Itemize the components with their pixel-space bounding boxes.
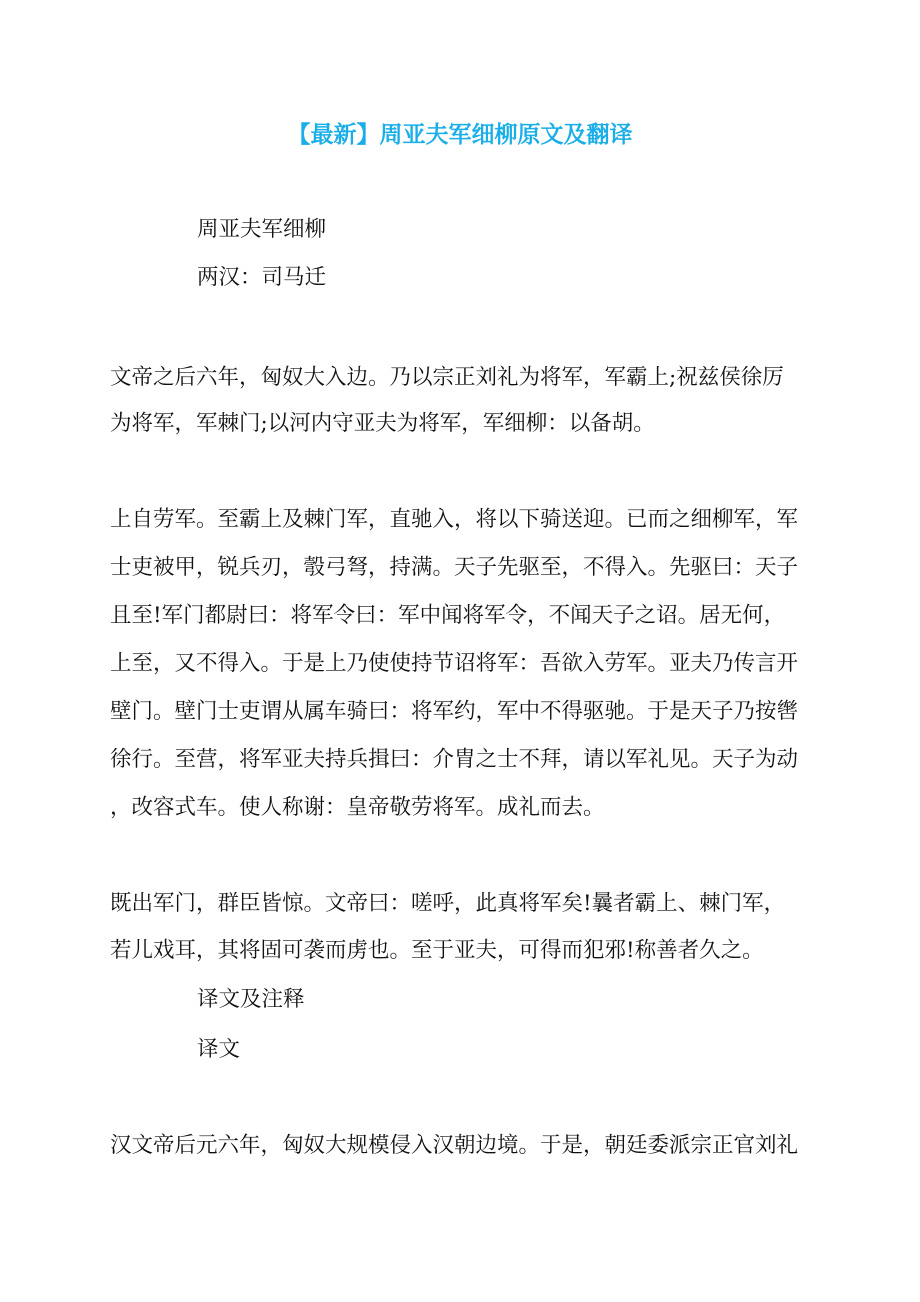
text-line: 若儿戏耳，其将固可袭而虏也。至于亚夫，可得而犯邪!称善者久之。: [110, 938, 764, 963]
document-title: 【最新】周亚夫军细柳原文及翻译: [287, 122, 633, 148]
text-line: ，改容式车。使人称谢：皇帝敬劳将军。成礼而去。: [110, 795, 605, 820]
translation-line: 汉文帝后元六年，匈奴大规模侵入汉朝边境。于是，朝廷委派宗正官刘礼: [110, 1133, 799, 1158]
text-line: 且至!军门都尉曰：将军令曰：军中闻将军令，不闻天子之诏。居无何，: [110, 603, 786, 628]
text-line: 徐行。至营，将军亚夫持兵揖曰：介胄之士不拜，请以军礼见。天子为动: [110, 747, 799, 772]
text-line: 上至，又不得入。于是上乃使使持节诏将军：吾欲入劳军。亚夫乃传言开: [110, 651, 799, 676]
text-line: 文帝之后六年，匈奴大入边。乃以宗正刘礼为将军，军霸上;祝兹侯徐厉: [110, 365, 784, 390]
text-line: 既出军门，群臣皆惊。文帝曰：嗟呼，此真将军矣!曩者霸上、棘门军，: [110, 891, 786, 916]
text-line: 壁门。壁门士吏谓从属车骑曰：将军约，军中不得驱驰。于是天子乃按辔: [110, 699, 799, 724]
poem-author: 两汉：司马迁: [197, 265, 327, 290]
sub-heading: 译文: [197, 1037, 241, 1062]
text-line: 上自劳军。至霸上及棘门军，直驰入，将以下骑送迎。已而之细柳军，军: [110, 507, 799, 532]
text-line: 士吏被甲，锐兵刃，彀弓弩，持满。天子先驱至，不得入。先驱曰：天子: [110, 555, 799, 580]
section-heading: 译文及注释: [197, 987, 305, 1012]
text-line: 为将军，军棘门;以河内守亚夫为将军，军细柳：以备胡。: [110, 411, 655, 436]
poem-title: 周亚夫军细柳: [197, 217, 327, 242]
